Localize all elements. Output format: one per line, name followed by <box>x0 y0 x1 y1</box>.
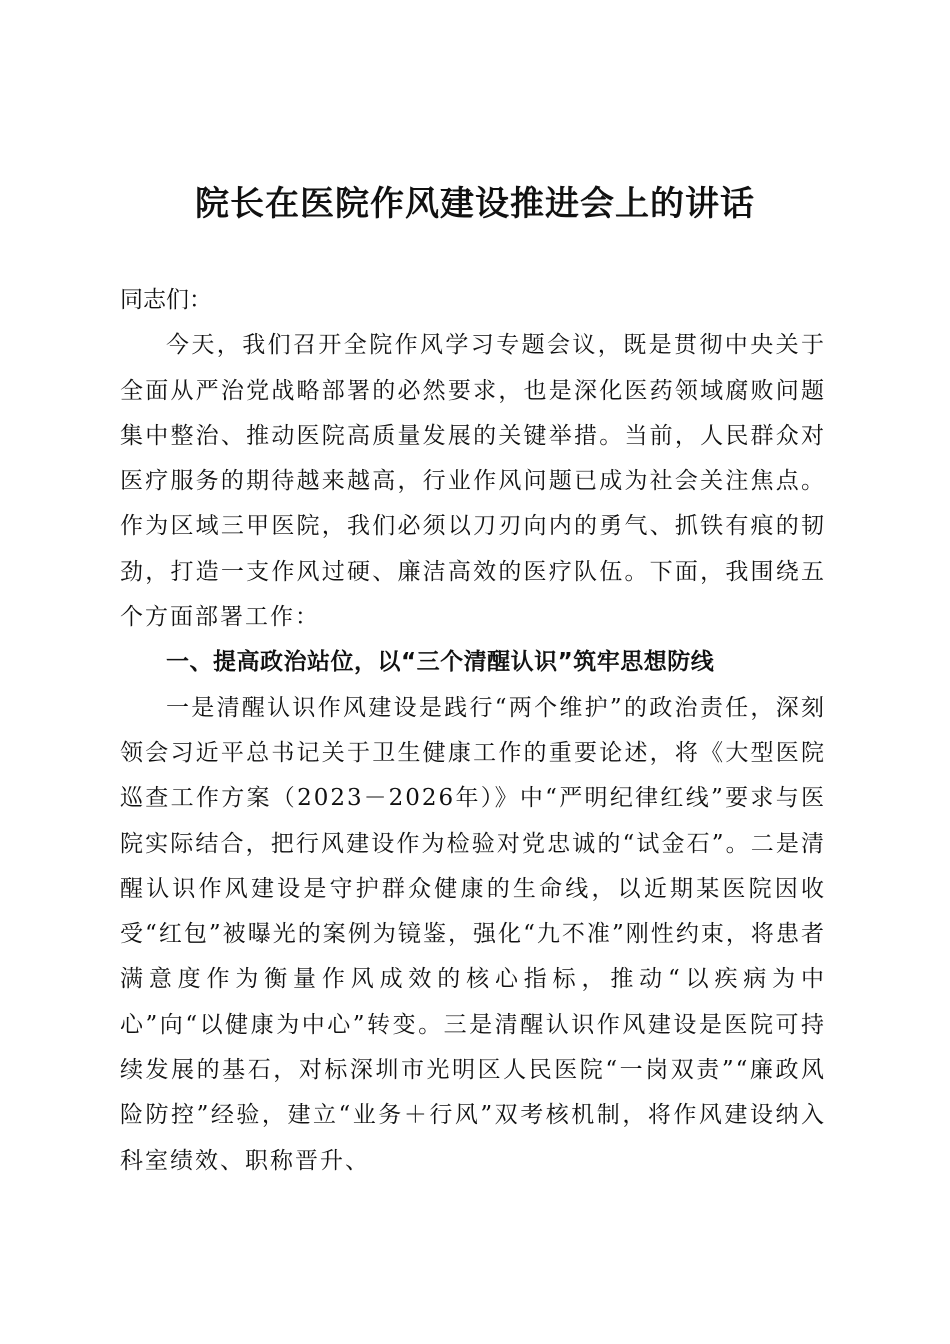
salutation: 同志们： <box>120 287 212 313</box>
section-heading: 一、提高政治站位，以“三个清醒认识”筑牢思想防线 <box>166 649 715 676</box>
document-title: 院长在医院作风建设推进会上的讲话 <box>195 184 755 224</box>
body-paragraph: 一是清醒认识作风建设是践行“两个维护”的政治责任，深刻领会习近平总书记关于卫生健康工作的重要论述，将《大型医院巡查工作方案（2023－2026年）》中“严明纪律红线”要求与医院实际结合，把行风建设作为检验对党忠诚的“试金石”。二是清醒认识作风建设是守护群众健康的生命线，以近期某医院因收受“红包”被曝光的案例为镜鉴，强化“九不准”刚性约束，将患者满意度作为衡量作风成效的核心指标，推动“以疾病为中心”向“以健康为中心”转变。三是清醒认识作风建设是医院可持续发展的基石，对标深圳市光明区人民医院“一岗双责”“廉政风险防控”经验，建立“业务＋行风”双考核机制，将作风建设纳入科室绩效、职称晋升、 <box>120 694 826 1174</box>
document-body <box>120 278 826 1184</box>
intro-paragraph: 今天，我们召开全院作风学习专题会议，既是贯彻中央关于全面从严治党战略部署的必然要求，也是深化医药领域腐败问题集中整治、推动医院高质量发展的关键举措。当前，人民群众对医疗服务的期待越来越高，行业作风问题已成为社会关注焦点。作为区域三甲医院，我们必须以刀刃向内的勇气、抓铁有痕的韧劲，打造一支作风过硬、廉洁高效的医疗队伍。下面，我围绕五个方面部署工作： <box>120 332 826 631</box>
